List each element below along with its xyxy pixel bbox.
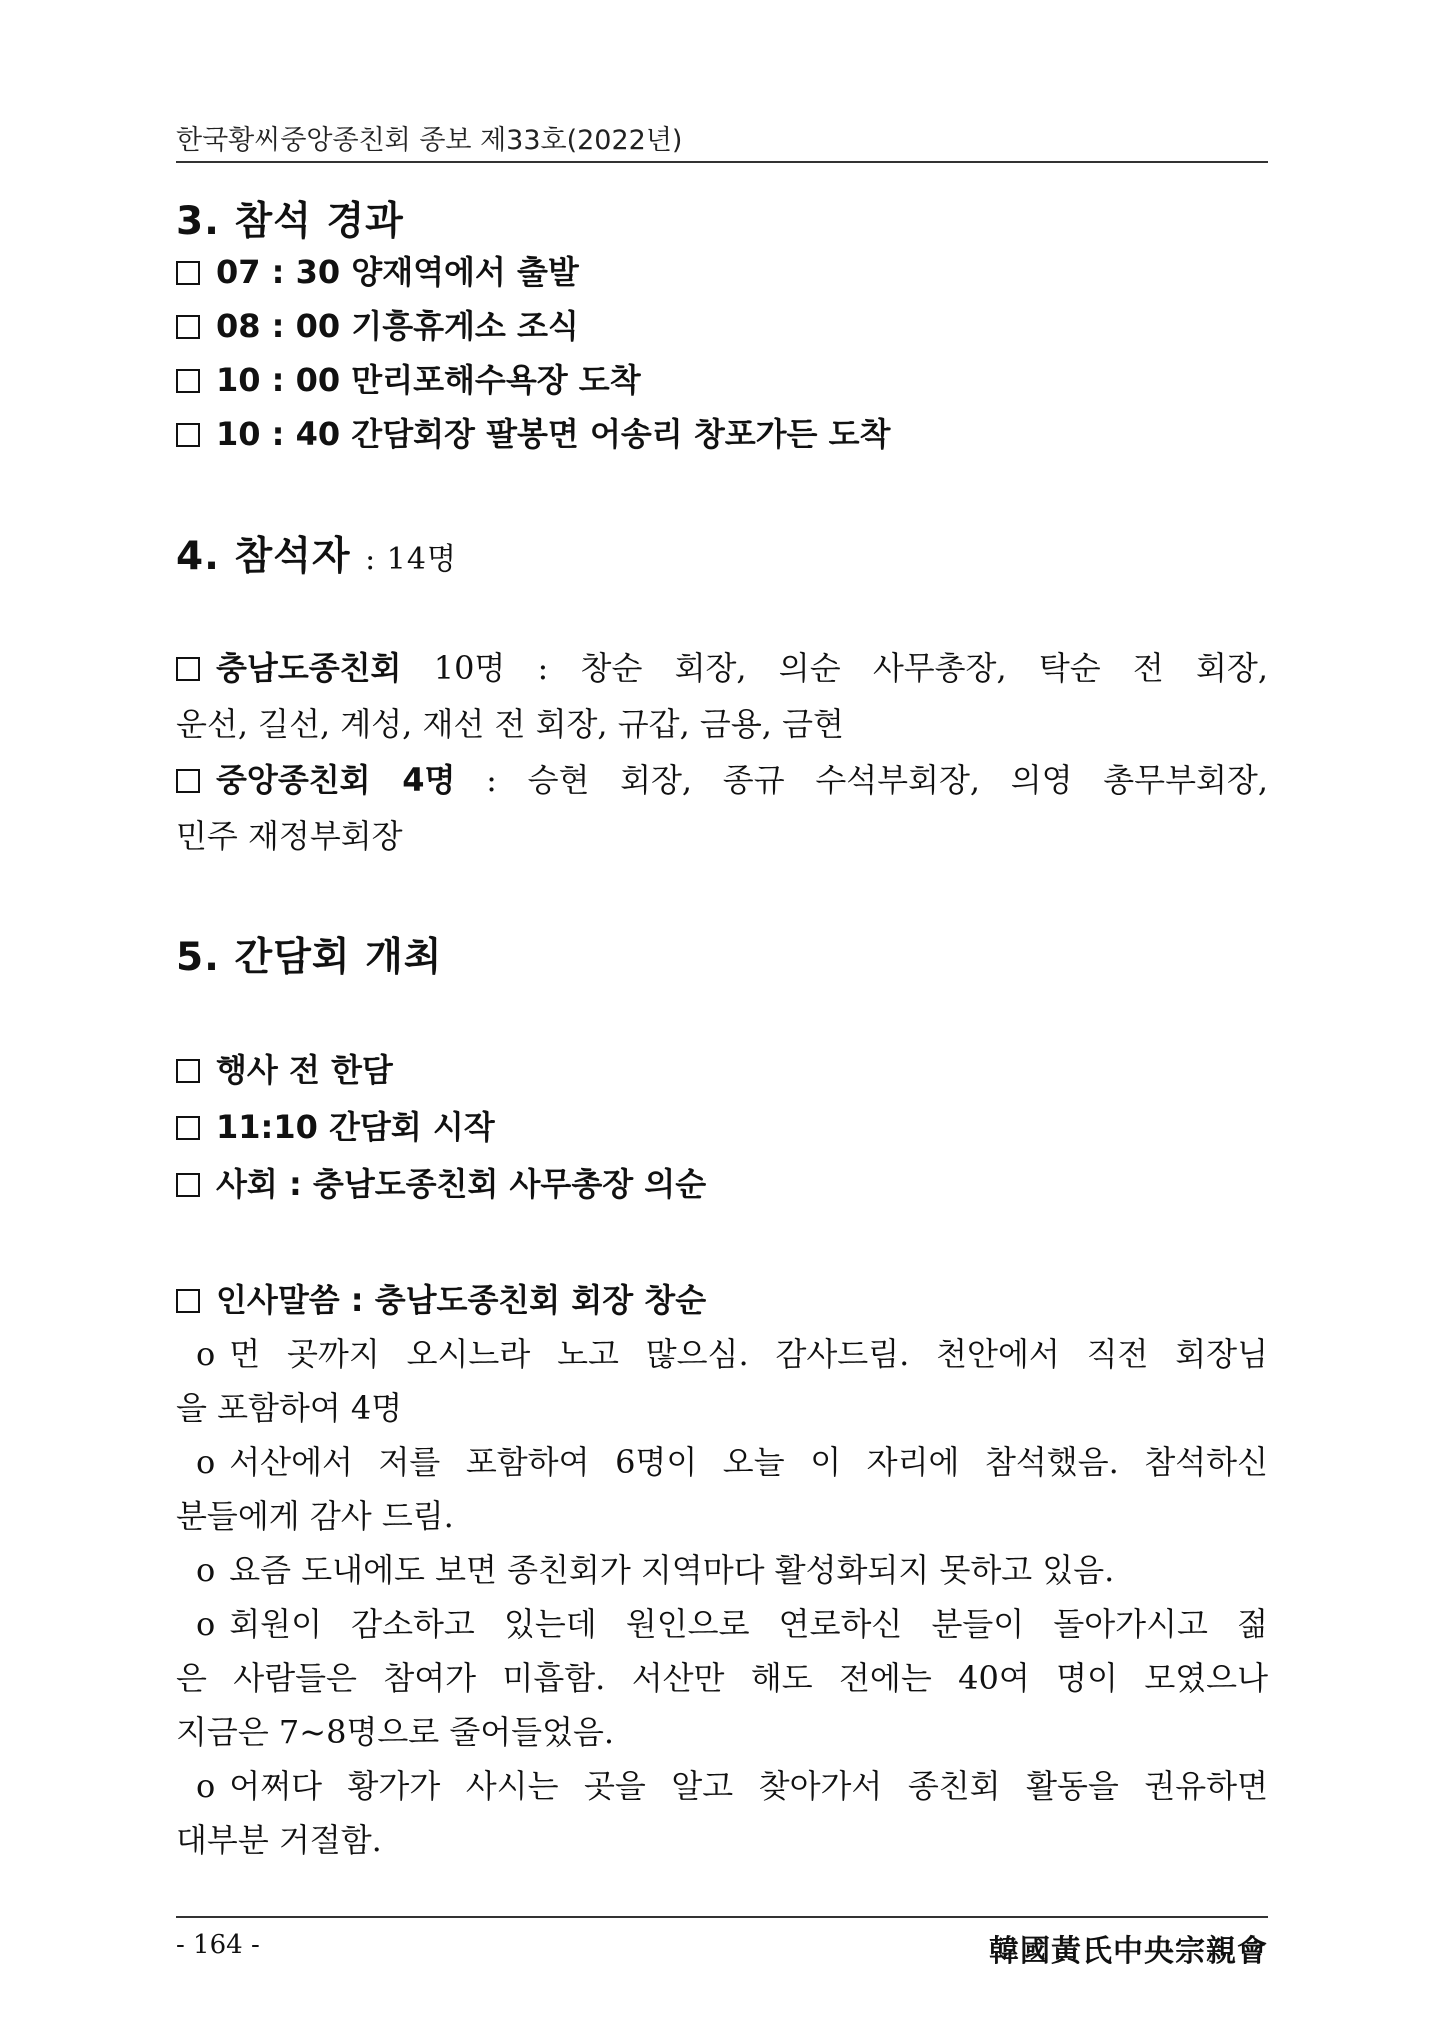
- schedule-item: 10 : 00 만리포해수욕장 도착: [176, 360, 1268, 400]
- header-divider: [176, 161, 1268, 163]
- checkbox-square-icon: [176, 769, 200, 793]
- bullet-marker: o: [196, 1551, 216, 1589]
- attendee-group-chungnam: 충남도종친회 10명 : 창순 회장, 의순 사무총장, 탁순 전 회장,: [176, 648, 1268, 688]
- footer-divider: [176, 1916, 1268, 1918]
- speech-line: 은 사람들은 참여가 미흡함. 서산만 해도 전에는 40여 명이 모였으나: [176, 1659, 1268, 1697]
- section-3-heading: 3. 참석 경과: [176, 199, 404, 244]
- attendee-count: : 14명: [365, 542, 457, 577]
- organization-logo-text: 韓國黃氏中央宗親會: [989, 1934, 1268, 1969]
- checkbox-square-icon: [176, 1116, 200, 1140]
- checkbox-square-icon: [176, 369, 200, 393]
- event-item: 11:10 간담회 시작: [176, 1107, 1268, 1147]
- publication-header: 한국황씨중앙종친회 종보 제33호(2022년): [176, 125, 683, 156]
- schedule-item: 07 : 30 양재역에서 출발: [176, 252, 1268, 292]
- speech-paragraph: o 서산에서 저를 포함하여 6명이 오늘 이 자리에 참석했음. 참석하신: [196, 1443, 1268, 1481]
- checkbox-square-icon: [176, 315, 200, 339]
- speech-paragraph: o 먼 곳까지 오시느라 노고 많으심. 감사드림. 천안에서 직전 회장님: [196, 1335, 1268, 1373]
- checkbox-square-icon: [176, 1173, 200, 1197]
- event-item: 행사 전 한담: [176, 1050, 1268, 1090]
- checkbox-square-icon: [176, 1289, 200, 1313]
- bullet-marker: o: [196, 1605, 216, 1643]
- schedule-item: 10 : 40 간담회장 팔봉면 어송리 창포가든 도착: [176, 414, 1268, 454]
- bullet-marker: o: [196, 1335, 216, 1373]
- checkbox-square-icon: [176, 657, 200, 681]
- section-5-heading: 5. 간담회 개최: [176, 935, 443, 980]
- attendee-group-central: 중앙종친회 4명 : 승현 회장, 종규 수석부회장, 의영 총무부회장,: [176, 760, 1268, 800]
- checkbox-square-icon: [176, 261, 200, 285]
- bullet-marker: o: [196, 1443, 216, 1481]
- speech-line: 을 포함하여 4명: [176, 1389, 403, 1427]
- attendee-names: 민주 재정부회장: [176, 817, 403, 855]
- page-number: - 164 -: [176, 1930, 260, 1960]
- event-item: 사회 : 충남도종친회 사무총장 의순: [176, 1164, 1268, 1204]
- checkbox-square-icon: [176, 423, 200, 447]
- speech-line: 지금은 7~8명으로 줄어들었음.: [176, 1713, 615, 1751]
- speech-line: 대부분 거절함.: [176, 1821, 382, 1859]
- speech-paragraph: o 요즘 도내에도 보면 종친회가 지역마다 활성화되지 못하고 있음.: [196, 1551, 1115, 1589]
- speech-paragraph: o 회원이 감소하고 있는데 원인으로 연로하신 분들이 돌아가시고 젊: [196, 1605, 1268, 1643]
- checkbox-square-icon: [176, 1059, 200, 1083]
- bullet-marker: o: [196, 1767, 216, 1805]
- speech-paragraph: o 어쩌다 황가가 사시는 곳을 알고 찾아가서 종친회 활동을 권유하면: [196, 1767, 1268, 1805]
- speech-line: 분들에게 감사 드림.: [176, 1497, 454, 1535]
- section-4-heading: 4. 참석자 : 14명: [176, 534, 457, 579]
- attendee-names: 운선, 길선, 계성, 재선 전 회장, 규갑, 금용, 금현: [176, 705, 844, 743]
- speech-title: 인사말씀 : 충남도종친회 회장 창순: [176, 1280, 1268, 1320]
- schedule-item: 08 : 00 기흥휴게소 조식: [176, 306, 1268, 346]
